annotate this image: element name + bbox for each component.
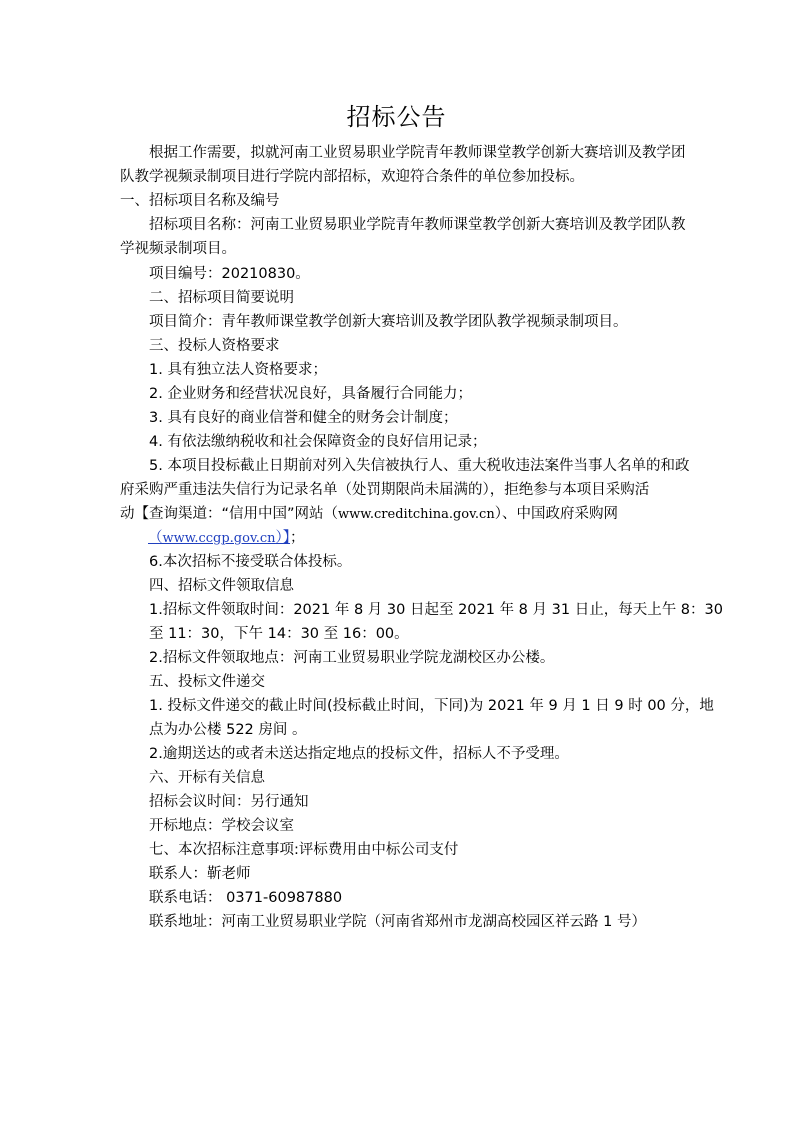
requirement-2: 2. 企业财务和经营状况良好，具备履行合同能力； (149, 386, 472, 402)
requirement-5-line-3-suffix: ）、中国政府采购网 (494, 506, 618, 522)
section-1-heading: 一、招标项目名称及编号 (120, 193, 280, 209)
section-5-heading: 五、投标文件递交 (149, 674, 265, 690)
requirement-5-line-4-end: ； (290, 530, 305, 546)
section-7-heading: 七、本次招标注意事项:评标费用由中标公司支付 (149, 842, 459, 858)
creditchina-link[interactable]: www.creditchina.gov.cn (338, 507, 495, 522)
project-summary: 项目简介：青年教师课堂教学创新大赛培训及教学团队教学视频录制项目。 (149, 314, 628, 330)
section-2-heading: 二、招标项目简要说明 (149, 290, 294, 306)
contact-address: 联系地址：河南工业贸易职业学院（河南省郑州市龙湖高校园区祥云路 1 号） (149, 914, 646, 930)
intro-line-2: 队教学视频录制项目进行学院内部招标，欢迎符合条件的单位参加投标。 (120, 169, 584, 185)
intro-line-1: 根据工作需要，拟就河南工业贸易职业学院青年教师课堂教学创新大赛培训及教学团 (149, 145, 686, 161)
section-4-heading: 四、招标文件领取信息 (149, 578, 294, 594)
document-pickup-time-line-2: 至 11：30，下午 14：30 至 16：00。 (149, 626, 409, 642)
project-number: 项目编号：20210830。 (149, 266, 310, 282)
requirement-6: 6.本次招标不接受联合体投标。 (149, 554, 352, 570)
submission-deadline-line-1: 1. 投标文件递交的截止时间(投标截止时间，下同)为 2021 年 9 月 1 日 9 时 00 分，地 (149, 698, 714, 714)
requirement-5-line-3-prefix: 动【查询渠道：“信用中国”网站（ (120, 506, 339, 522)
late-submission-note: 2.逾期送达的或者未送达指定地点的投标文件，招标人不予受理。 (149, 746, 569, 762)
requirement-5-line-4 (148, 526, 305, 551)
section-6-heading: 六、开标有关信息 (149, 770, 265, 786)
project-name-line-2: 学视频录制项目。 (120, 241, 236, 257)
requirement-4: 4. 有依法缴纳税收和社会保障资金的良好信用记录； (149, 434, 487, 450)
page-title: 招标公告 (346, 103, 447, 131)
opening-venue: 开标地点：学校会议室 (149, 818, 294, 834)
project-name-line-1: 招标项目名称：河南工业贸易职业学院青年教师课堂教学创新大赛培训及教学团队教 (149, 217, 686, 233)
document-pickup-place: 2.招标文件领取地点：河南工业贸易职业学院龙湖校区办公楼。 (149, 650, 555, 666)
ccgp-link[interactable]: www.ccgp.gov.cn (162, 531, 276, 546)
requirement-1: 1. 具有独立法人资格要求； (149, 362, 327, 378)
ccgp-link-open-paren[interactable]: （ (148, 530, 163, 546)
ccgp-link-close[interactable]: ）】 (275, 530, 291, 546)
meeting-time: 招标会议时间：另行通知 (149, 794, 309, 810)
document-pickup-time-line-1: 1.招标文件领取时间：2021 年 8 月 30 日起至 2021 年 8 月 31 日止，每天上午 8：30 (149, 602, 723, 618)
contact-person: 联系人：靳老师 (149, 866, 251, 882)
requirement-3: 3. 具有良好的商业信誉和健全的财务会计制度； (149, 410, 458, 426)
submission-deadline-line-2: 点为办公楼 522 房间 。 (149, 722, 307, 738)
requirement-5-line-2: 府采购严重违法失信行为记录名单（处罚期限尚未届满的），拒绝参与本项目采购活 (120, 482, 650, 498)
section-3-heading: 三、投标人资格要求 (149, 338, 280, 354)
requirement-5-line-1: 5. 本项目投标截止日期前对列入失信被执行人、重大税收违法案件当事人名单的和政 (149, 458, 690, 474)
requirement-5-line-3 (120, 502, 618, 527)
contact-phone: 联系电话： 0371-60987880 (149, 890, 343, 906)
